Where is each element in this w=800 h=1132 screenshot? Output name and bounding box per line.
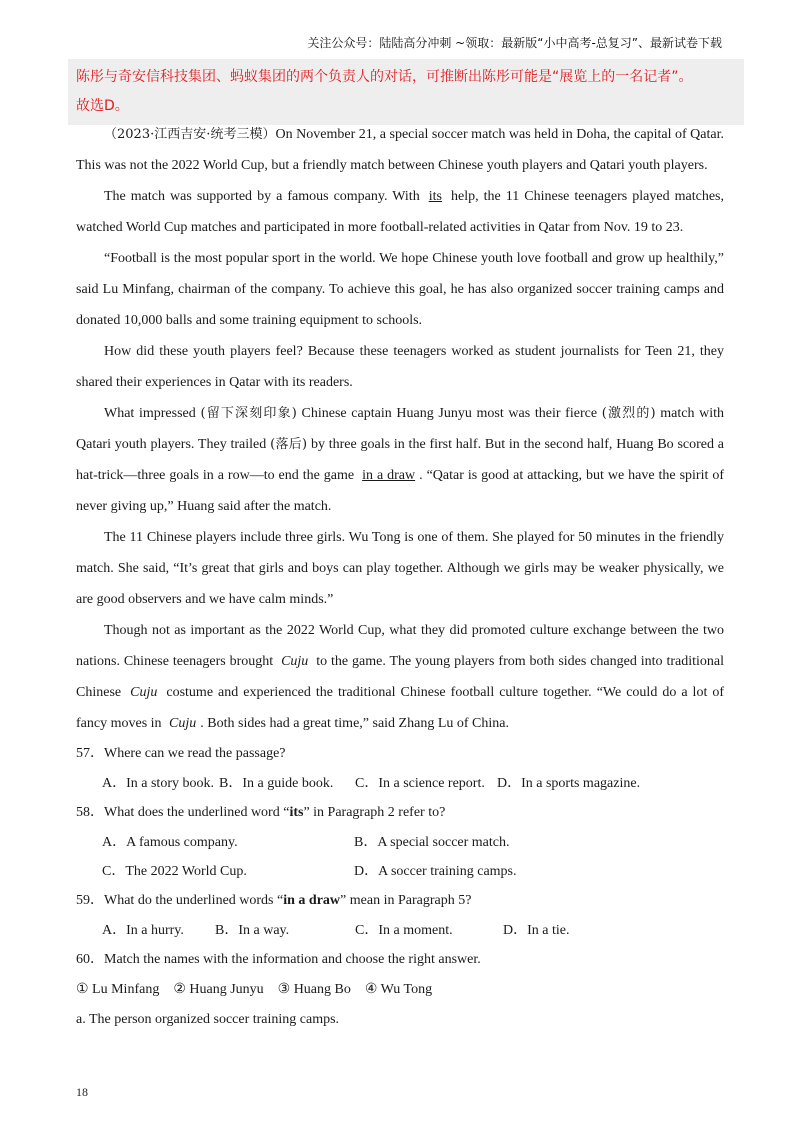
answer-explanation <box>68 59 744 125</box>
option-a: A．In a story book. <box>102 776 214 791</box>
option-b: B．In a way. <box>215 923 290 938</box>
paragraph-2: The match was supported by a famous company. With its help, the 11 Chinese teenagers played matches, watched World Cup matches and participated in more football-related activities in Qatar from Nov. 19 to 23. <box>76 189 724 235</box>
question-58-options-row-1 <box>76 828 724 857</box>
underlined-in-a-draw: in a draw <box>362 468 416 483</box>
question-60-item-a: a. The person organized soccer training camps. <box>76 1012 340 1027</box>
paragraph-1: （2023·江西吉安·统考三模）On November 21, a special soccer match was held in Doha, the capital of Qatar. This was not the 2022 World Cup, but a friendly match between Chinese youth players and Qatari youth players. <box>76 127 724 173</box>
option-c: C．In a moment. <box>355 923 453 938</box>
question-59: 59．What do the underlined words “in a draw” mean in Paragraph 5? <box>76 893 472 908</box>
question-58-options-row-2 <box>76 857 724 886</box>
question-57: 57．Where can we read the passage? <box>76 746 286 761</box>
option-d: D．In a sports magazine. <box>497 776 641 791</box>
paragraph-4: How did these youth players feel? Because these teenagers worked as student journalists for Teen 21, they shared their experiences in Qatar with its readers. <box>76 344 724 390</box>
reading-passage <box>76 119 724 1035</box>
question-58: 58．What does the underlined word “its” in Paragraph 2 refer to? <box>76 805 446 820</box>
paragraph-5: What impressed (留下深刻印象) Chinese captain Huang Junyu most was their fierce (激烈的) match with Qatari youth players. They trailed (落后) by three goals in the first half. But in the second half, Huang Bo scored a hat-trick—three goals in a row—to end the game in a draw . “Qatar is good at attacking, but we have the spirit of never giving up,” Huang said after the match. <box>76 406 725 514</box>
question-59-options <box>76 916 724 945</box>
option-a: A．A famous company. <box>102 835 238 850</box>
underlined-its: its <box>428 189 442 204</box>
paragraph-3: “Football is the most popular sport in the world. We hope Chinese youth love football and grow up healthily,” said Lu Minfang, chairman of the company. To achieve this goal, he has also organized soccer training camps and donated 10,000 balls and some training equipment to schools. <box>76 251 724 328</box>
option-d: D．A soccer training camps. <box>354 864 517 879</box>
option-d: D．In a tie. <box>503 923 570 938</box>
page-header: 关注公众号：陆陆高分冲刺 ~领取：最新版“小中高考-总复习”、最新试卷下载 <box>307 36 722 50</box>
option-a: A．In a hurry. <box>102 923 184 938</box>
answer-line-1: 陈彤与奇安信科技集团、蚂蚁集团的两个负责人的对话，可推断出陈彤可能是“展览上的一名记者”。 <box>76 69 693 85</box>
page-number: 18 <box>76 1085 88 1099</box>
option-c: C．In a science report. <box>355 776 485 791</box>
option-c: C．The 2022 World Cup. <box>102 864 247 879</box>
option-b: B．In a guide book. <box>219 776 334 791</box>
option-b: B．A special soccer match. <box>354 835 510 850</box>
source-label: （2023·江西吉安·统考三模） <box>104 127 276 142</box>
paragraph-7: Though not as important as the 2022 World Cup, what they did promoted culture exchange between the two nations. Chinese teenagers brought Cuju to the game. The young players from both sides changed into traditional Chinese Cuju costume and experienced the traditional Chinese football culture together. “We could do a lot of fancy moves in Cuju . Both sides had a great time,” said Zhang Lu of China. <box>76 623 725 731</box>
question-60-names: ① Lu Minfang ② Huang Junyu ③ Huang Bo ④ Wu Tong <box>76 982 433 997</box>
question-60: 60．Match the names with the information and choose the right answer. <box>76 952 481 967</box>
question-57-options <box>76 769 724 798</box>
answer-line-2: 故选D。 <box>76 98 129 114</box>
paragraph-6: The 11 Chinese players include three girls. Wu Tong is one of them. She played for 50 minutes in the friendly match. She said, “It’s great that girls and boys can play together. Although we girls may be weaker physically, we are good observers and we have calm minds.” <box>76 530 724 607</box>
